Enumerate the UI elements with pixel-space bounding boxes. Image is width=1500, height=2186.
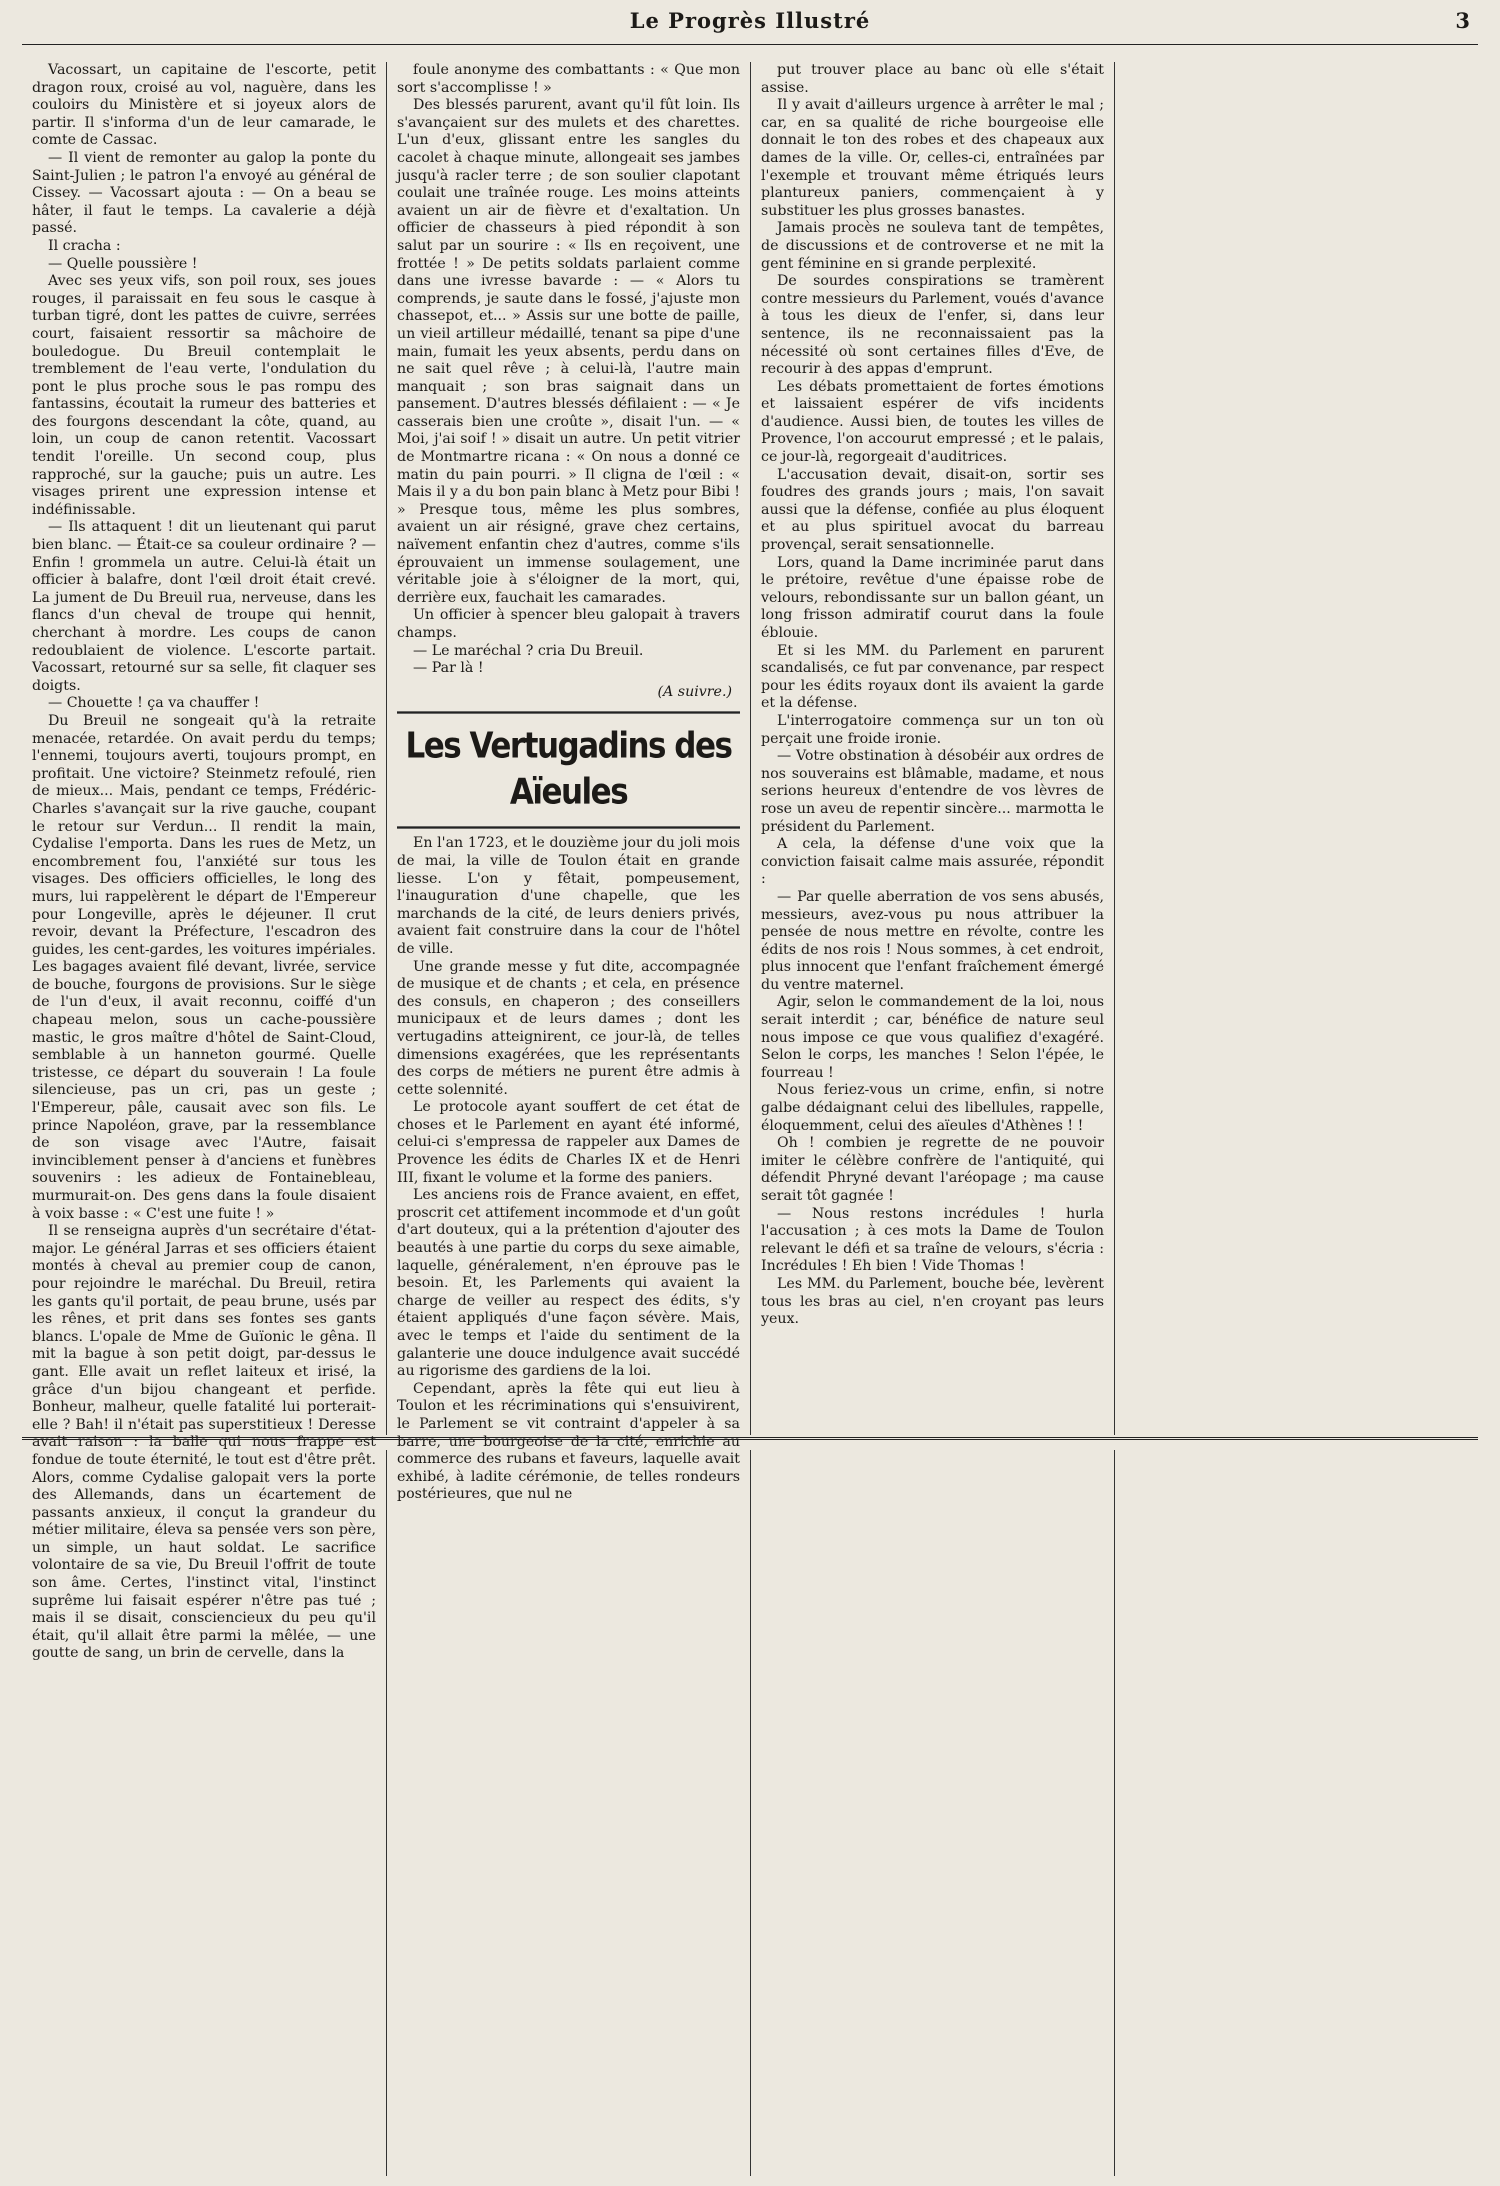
masthead-rule <box>22 44 1478 45</box>
paragraph: Oh ! combien je regrette de ne pouvoir imiter le célèbre confrère de l'antiquité, qui défendit Phryné devant l'aréopage ; ma cause serait tôt gagnée ! <box>761 1135 1104 1204</box>
paragraph: Les anciens rois de France avaient, en effet, proscrit cet attifement incommode et d'un goût d'art douteux, qui a la prétention d'ajouter des beautés à une partie du corps du sexe aimable, laquelle, généralement, n'en éprouve pas le besoin. Et, les Parlements qui avaient la charge de veiller au respect des édits, s'y étaient appliqués d'une façon sévère. Mais, avec le temps et l'aide du sentiment de la galanterie une douce indulgence avait succédé au rigorisme des gardiens de la loi. <box>397 1187 740 1380</box>
paragraph: Un officier à spencer bleu galopait à travers champs. <box>397 607 740 641</box>
column-3 <box>750 62 1114 1435</box>
paragraph: Des blessés parurent, avant qu'il fût loin. Ils s'avançaient sur des mulets et des charettes. L'un d'eux, glissant entre les sangles du cacolet à chaque minute, allongeait ses jambes jusqu'à racler terre ; de son soulier clapotant coulait une traînée rouge. Les moins atteints avaient un air de fièvre et d'exaltation. Un officier de chasseurs à pied répondit à son salut par un sourire : « Ils en reçoivent, une frottée ! » De petits soldats parlaient comme dans une ivresse bavarde : — « Alors tu comprends, je saute dans le fossé, j'ajuste mon chassepot, et... » Assis sur une botte de paille, un vieil artilleur médaillé, tenant sa pipe d'une main, fumait les yeux absents, perdu dans on ne sait quel rêve ; à celui-là, l'autre main manquait ; son bras saignait dans un pansement. D'autres blessés défilaient : — « Je casserais bien une croûte », disait l'un. — « Moi, j'ai soif ! » disait un autre. Un petit vitrier de Montmartre ricana : « On nous a donné ce matin du pain pourri. » Il cligna de l'œil : « Mais il y a du bon pain blanc à Metz pour Bibi ! » Presque tous, même les plus sombres, avaient un air résigné, grave chez certains, naïvement enfantin chez d'autres, comme s'ils éprouvaient un immense soulagement, une véritable joie à s'éloigner de la mort, qui, derrière eux, fauchait les camarades. <box>397 97 740 606</box>
paragraph: Une grande messe y fut dite, accompagnée de musique et de chants ; et cela, en présence des consuls, en chaperon ; des conseillers municipaux et de leurs dames ; dont les vertugadins atteignirent, ce jour-là, de telles dimensions exagérées, que les représentants des corps de métiers ne purent être admis à cette solennité. <box>397 958 740 1098</box>
paragraph: Vacossart, un capitaine de l'escorte, petit dragon roux, croisé au vol, naguère, dans les couloirs du Ministère et si joyeux alors de partir. Il s'informa d'un de leur camarade, le comte de Cassac. <box>32 62 376 149</box>
paragraph: Cependant, après la fête qui eut lieu à Toulon et les récriminations qui s'ensuivirent, le Parlement se vit contraint d'appeler à sa barre, une bourgeoise de la cité, enrichie au commerce des rubans et faveurs, laquelle avait exhibé, à ladite cérémonie, de telles rondeurs postérieures, que nul ne <box>397 1380 740 1503</box>
section-divider <box>22 1437 1478 1440</box>
paragraph: Lors, quand la Dame incriminée parut dans le prétoire, revêtue d'une épaisse robe de velours, rebondissante sur un ballon géant, un long frisson admiratif courut dans la foule éblouie. <box>761 554 1104 641</box>
paragraph: — Quelle poussière ! <box>48 255 198 272</box>
column-4 <box>1114 62 1478 1435</box>
paragraph: Il y avait d'ailleurs urgence à arrêter le mal ; car, en sa qualité de riche bourgeoise elle donnait le ton des robes et des chapeaux aux dames de la ville. Or, celles-ci, entraînées par l'exemple et trouvant même étriqués leurs plantureux paniers, commençaient à y substituer les plus grosses banastes. <box>761 97 1104 219</box>
top-band <box>22 62 1478 1662</box>
column-2 <box>386 62 750 1503</box>
paragraph: — Ils attaquent ! dit un lieutenant qui parut bien blanc. — Était-ce sa couleur ordinaire ? — Enfin ! grommela un autre. Celui-là était un officier à balafre, dont l'œil droit était crevé. La jument de Du Breuil rua, nerveuse, dans les flancs d'un cheval de troupe qui hennit, cherchant à mordre. Les coups de canon redoublaient de violence. L'escorte partait. Vacossart, retourné sur sa selle, fit claquer ses doigts. <box>32 519 376 694</box>
paragraph: L'interrogatoire commença sur un ton où perçait une froide ironie. <box>761 712 1104 747</box>
paragraph: L'accusation devait, disait-on, sortir ses foudres des grands jours ; mais, l'on savait aussi que la défense, confiée au plus éloquent et au plus spirituel avocat du barreau provençal, serait sensationnelle. <box>761 466 1104 554</box>
paragraph: — Chouette ! ça va chauffer ! <box>48 695 260 712</box>
column-1 <box>22 62 386 1662</box>
paragraph: Le protocole ayant souffert de cet état de choses et le Parlement en ayant été informé, celui-ci s'empressa de rappeler aux Dames de Provence les édits de Charles IX et de Henri III, fixant le volume et la forme des paniers. <box>397 1099 740 1186</box>
newspaper-title: Le Progrès Illustré <box>629 8 871 33</box>
paragraph: foule anonyme des combattants : « Que mon sort s'accomplisse ! » <box>397 62 740 96</box>
paragraph: Du Breuil ne songeait qu'à la retraite menacée, retardée. On avait perdu du temps; l'ennemi, toujours averti, toujours prompt, en profitait. Une victoire? Steinmetz refoulé, rien de mieux... Mais, pendant ce temps, Frédéric-Charles s'avançait sur la rive gauche, coupant le retour sur Verdun... Il rendit la main, Cydalise l'emporta. Dans les rues de Metz, un encombrement fou, l'anxiété sur tous les visages. Des officiers officielles, le long des murs, lui rappelèrent le départ de l'Empereur pour Longeville, après le déjeuner. Il crut revoir, devant la Préfecture, l'escadron des guides, les cent-gardes, les voitures impériales. Les bagages avaient filé devant, livrée, service de bouche, fourgons de provisions. Sur le siège de l'un d'eux, il avait reconnu, coiffé d'un chapeau melon, sous un cache-poussière mastic, le gros maître d'hôtel de Saint-Cloud, semblable à un hanneton gourmé. Quelle tristesse, ce départ du souverain ! La foule silencieuse, pas un cri, pas un geste ; l'Empereur, pâle, causait avec son fils. Le prince Napoléon, grave, par la ressemblance de son visage avec l'Autre, faisait invinciblement penser à d'anciens et funèbres souvenirs : les adieux de Fontainebleau, murmurait-on. Des gens dans la foule disaient à voix basse : « C'est une fuite ! » <box>32 712 376 1222</box>
feuilleton-column-2 <box>386 1450 750 2176</box>
paragraph: Jamais procès ne souleva tant de tempêtes, de discussions et de controverse et ne mit la gent féminine en si grande perplexité. <box>761 220 1104 272</box>
paragraph: Agir, selon le commandement de la loi, nous serait interdit ; car, bénéfice de nature seul nous impose ce que vous qualifiez d'exagéré. Selon le corps, les manches ! Selon l'épée, le fourreau ! <box>761 994 1104 1081</box>
bottom-band <box>22 1450 1478 2176</box>
paragraph: — Nous restons incrédules ! hurla l'accusation ; à ces mots la Dame de Toulon relevant le défi et sa traîne de velours, s'écria : Incrédules ! Eh bien ! Vide Thomas ! <box>761 1205 1104 1275</box>
paragraph: — Par là ! <box>413 660 484 677</box>
to-be-continued: (A suivre.) <box>657 683 732 700</box>
feuilleton-column-4 <box>1114 1450 1478 2176</box>
paragraph: Les MM. du Parlement, bouche bée, levèrent tous les bras au ciel, n'en croyant pas leurs yeux. <box>761 1275 1104 1328</box>
headline-vertugadins: Les Vertugadins des Aïeules <box>397 712 740 829</box>
feuilleton-column-3 <box>750 1450 1114 2176</box>
paragraph: En l'an 1723, et le douzième jour du joli mois de mai, la ville de Toulon était en grande liesse. L'on y fêtait, pompeusement, l'inauguration d'une chapelle, que les marchands de la cité, de leurs deniers privés, avaient fait construire dans la cour de l'hôtel de ville. <box>397 835 740 957</box>
page-number: 3 <box>1455 8 1470 33</box>
paragraph: — Votre obstination à désobéir aux ordres de nos souverains est blâmable, madame, et nous serions heureux d'entendre de vos lèvres de rose un aveu de repentir sincère... marmotta le président du Parlement. <box>761 748 1104 835</box>
paragraph: Nous feriez-vous un crime, enfin, si notre galbe dédaignant celui des libellules, rappelle, éloquemment, celui des aïeules d'Athènes ! ! <box>761 1082 1104 1134</box>
paragraph: A cela, la défense d'une voix que la conviction faisait calme mais assurée, répondit : <box>761 836 1104 888</box>
paragraph: — Le maréchal ? cria Du Breuil. <box>413 642 644 659</box>
paragraph: Les débats promettaient de fortes émotions et laissaient espérer de vifs incidents d'audience. Aussi bien, de toutes les villes de Provence, l'on accourut empressé ; et le palais, ce jour-là, regorgeait d'auditrices. <box>761 378 1104 466</box>
paragraph: Il cracha : <box>48 237 121 254</box>
paragraph: — Il vient de remonter au galop la ponte du Saint-Julien ; le patron l'a envoyé au général de Cissey. — Vacossart ajouta : — On a beau se hâter, il faut le temps. La cavalerie a déjà passé. <box>32 149 376 237</box>
paragraph: Avec ses yeux vifs, son poil roux, ses joues rouges, il paraissait en feu sous le casque à turban tigré, dont les pattes de cuivre, serrées court, faisaient ressortir sa mâchoire de bouledogue. Du Breuil contemplait le tremblement de l'eau verte, l'ondulation du pont le plus proche sous le pas rompu des fantassins, écoutait la rumeur des batteries et des fourgons descendant la côte, quand, au loin, un coup de canon retentit. Vacossart tendit l'oreille. Un second coup, plus rapproché, sur la gauche; puis un autre. Les visages prirent une expression intense et indéfinissable. <box>32 273 376 518</box>
paragraph: Il se renseigna auprès d'un secrétaire d'état-major. Le général Jarras et ses officiers étaient montés à cheval au premier coup de canon, pour rejoindre le maréchal. Du Breuil, retira les gants qu'il portait, de peau brune, usés par les rênes, et prit dans ses fontes ses gants blancs. L'opale de Mme de Guïonic le gêna. Il mit la bague à son petit doigt, par-dessus le gant. Elle avait un reflet laiteux et irisé, la grâce d'un bijou changeant et perfide. Bonheur, malheur, quelle fatalité lui porterait-elle ? Bah! il n'était pas superstitieux ! Deresse avait raison : la balle qui nous frappe est fondue de toute éternité, le tout est d'être prêt. Alors, comme Cydalise galopait vers la porte des Allemands, dans un écartement de passants anxieux, il conçut la grandeur du métier militaire, éleva sa pensée vers son père, un simple, un haut soldat. Le sacrifice volontaire de sa vie, Du Breuil l'offrit de toute son âme. Certes, l'instinct vital, l'instinct suprême lui faisait espérer n'être pas tué ; mais il se disait, consciencieux du peu qu'il était, qu'il allait être parmi la mêlée, — une goutte de sang, un brin de cervelle, dans la <box>32 1223 376 1662</box>
paragraph: — Par quelle aberration de vos sens abusés, messieurs, avez-vous pu nous attribuer la pensée de nous mettre en révolte, contre les édits de nos rois ! Nous sommes, à cet endroit, plus innocent que l'enfant fraîchement émergé du ventre maternel. <box>761 888 1104 993</box>
paragraph: put trouver place au banc où elle s'était assise. <box>761 62 1104 96</box>
paragraph: Et si les MM. du Parlement en parurent scandalisés, ce fut par convenance, par respect pour les édits royaux dont ils avaient la garde et la défense. <box>761 642 1104 712</box>
feuilleton-column-1 <box>22 1450 386 2176</box>
paragraph: De sourdes conspirations se tramèrent contre messieurs du Parlement, voués d'avance à tous les dieux de l'enfer, si, dans leur sentence, ils ne reconnaissaient pas la nécessité où sont certaines filles d'Eve, de recourir à des appas d'emprunt. <box>761 273 1104 378</box>
masthead <box>22 0 1478 50</box>
